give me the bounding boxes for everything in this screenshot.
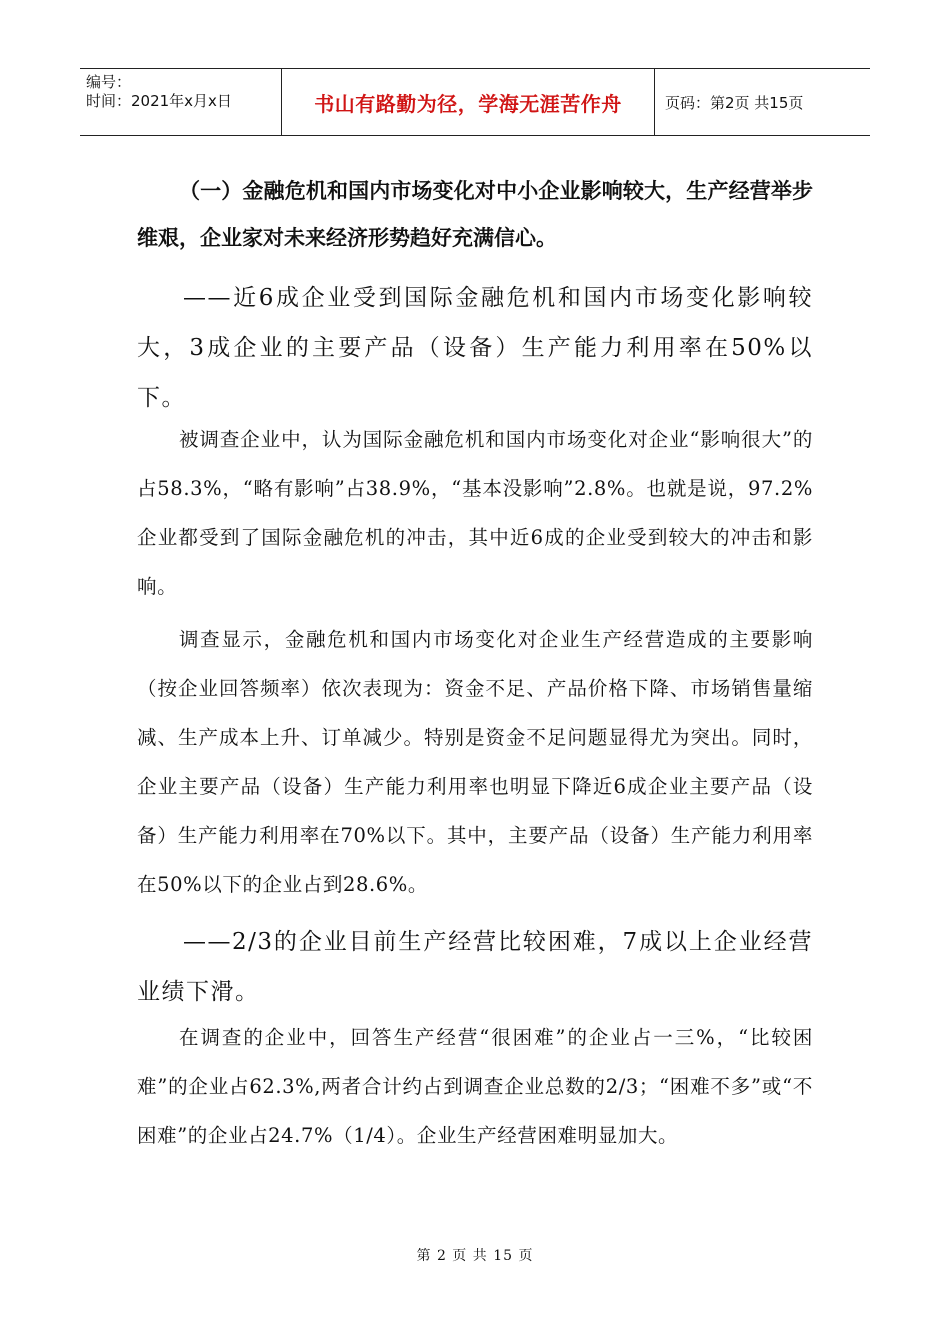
header-meta	[80, 69, 282, 135]
section-heading: （一）金融危机和国内市场变化对中小企业影响较大，生产经营举步维艰，企业家对未来经济形势趋好充满信心。	[137, 179, 813, 250]
paragraph-3: 在调查的企业中，回答生产经营“很困难”的企业占一三%，“比较困难”的企业占62.3%,两者合计约占到调查企业总数的2/3；“困难不多”或“不困难”的企业占24.7%（1/4）。企业生产经营困难明显加大。	[137, 1026, 813, 1147]
number-label: 编号：	[86, 73, 132, 91]
subheading-1: ——近6成企业受到国际金融危机和国内市场变化影响较大，3成企业的主要产品（设备）生产能力利用率在50%以下。	[137, 285, 813, 411]
paragraph-2: 调查显示，金融危机和国内市场变化对企业生产经营造成的主要影响（按企业回答频率）依次表现为：资金不足、产品价格下降、市场销售量缩减、生产成本上升、订单减少。特别是资金不足问题显得尤为突出。同时，企业主要产品（设备）生产能力利用率也明显下降近6成企业主要产品（设备）生产能力利用率在70%以下。其中，主要产品（设备）生产能力利用率在50%以下的企业占到28.6%。	[137, 628, 813, 896]
header-page-info: 页码：第2页 共15页	[665, 93, 804, 112]
document-header	[80, 68, 870, 136]
header-motto: 书山有路勤为径，学海无涯苦作舟	[282, 69, 655, 135]
page-footer: 第 2 页 共 15 页	[416, 1248, 534, 1264]
paragraph-1: 被调查企业中，认为国际金融危机和国内市场变化对企业“影响很大”的占58.3%，“略有影响”占38.9%，“基本没影响”2.8%。也就是说，97.2%企业都受到了国际金融危机的冲击，其中近6成的企业受到较大的冲击和影响。	[137, 428, 813, 598]
subheading-2: ——2/3的企业目前生产经营比较困难，7成以上企业经营业绩下滑。	[137, 929, 813, 1005]
time-label: 时间：2021年x月x日	[86, 92, 232, 110]
